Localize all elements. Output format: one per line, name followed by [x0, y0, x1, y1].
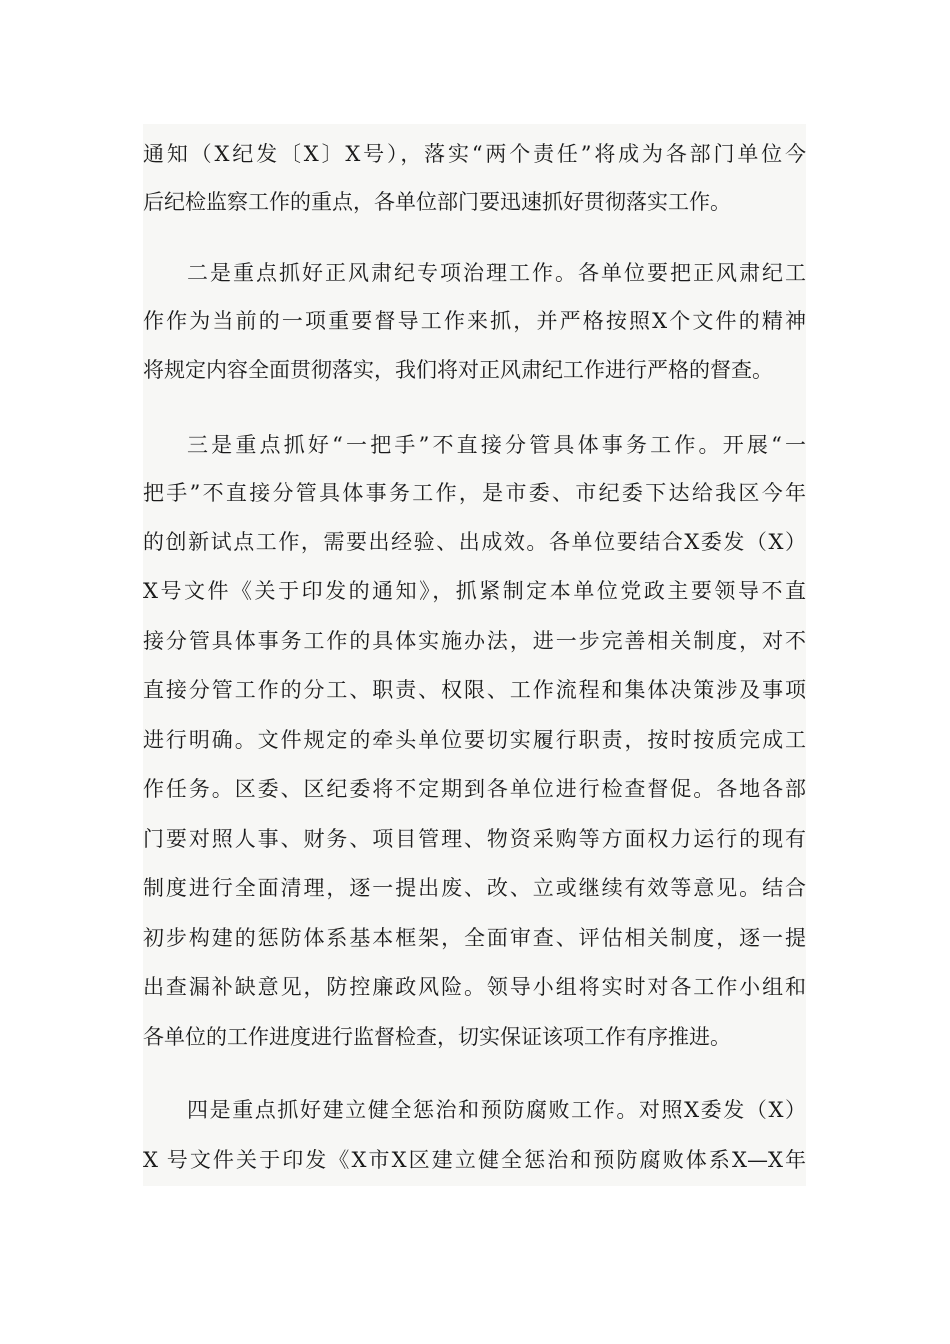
paragraph-3-line-5: 接分管具体事务工作的具体实施办法，进一步完善相关制度，对不 — [143, 629, 806, 653]
paragraph-3-line-8: 作任务。区委、区纪委将不定期到各单位进行检查督促。各地各部 — [143, 777, 806, 801]
paragraph-4-line-1: 四是重点抓好建立健全惩治和预防腐败工作。对照X委发（X） — [187, 1098, 806, 1122]
paragraph-3-line-9: 门要对照人事、财务、项目管理、物资采购等方面权力运行的现有 — [143, 827, 806, 851]
paragraph-3-line-7: 进行明确。文件规定的牵头单位要切实履行职责，按时按质完成工 — [143, 728, 806, 752]
paragraph-3-line-2: 把手”不直接分管具体事务工作，是市委、市纪委下达给我区今年 — [143, 481, 806, 505]
paragraph-3-line-3: 的创新试点工作，需要出经验、出成效。各单位要结合X委发（X） — [143, 530, 806, 554]
paragraph-3-line-1: 三是重点抓好“一把手”不直接分管具体事务工作。开展“一 — [187, 433, 806, 457]
paragraph-1-line-1: 通知（X纪发〔X〕X号），落实“两个责任”将成为各部门单位今 — [143, 142, 806, 166]
paragraph-3-line-10: 制度进行全面清理，逐一提出废、改、立或继续有效等意见。结合 — [143, 876, 806, 900]
text-body — [143, 124, 806, 1186]
paragraph-3-line-12: 出查漏补缺意见，防控廉政风险。领导小组将实时对各工作小组和 — [143, 975, 806, 999]
paragraph-2-line-2: 作作为当前的一项重要督导工作来抓，并严格按照X个文件的精神 — [143, 309, 806, 333]
paragraph-2-line-3: 将规定内容全面贯彻落实，我们将对正风肃纪工作进行严格的督查。 — [143, 358, 773, 382]
paragraph-3-line-4: X号文件《关于印发的通知》，抓紧制定本单位党政主要领导不直 — [143, 579, 806, 603]
paragraph-3-line-6: 直接分管工作的分工、职责、权限、工作流程和集体决策涉及事项 — [143, 678, 806, 702]
paragraph-3-line-11: 初步构建的惩防体系基本框架，全面审查、评估相关制度，逐一提 — [143, 926, 806, 950]
paragraph-1-line-2: 后纪检监察工作的重点，各单位部门要迅速抓好贯彻落实工作。 — [143, 190, 731, 214]
paragraph-2-line-1: 二是重点抓好正风肃纪专项治理工作。各单位要把正风肃纪工 — [187, 261, 806, 285]
paragraph-3-line-13: 各单位的工作进度进行监督检查，切实保证该项工作有序推进。 — [143, 1025, 731, 1049]
paragraph-4-line-2: X 号文件关于印发《X市X区建立健全惩治和预防腐败体系X—X年 — [143, 1148, 806, 1172]
